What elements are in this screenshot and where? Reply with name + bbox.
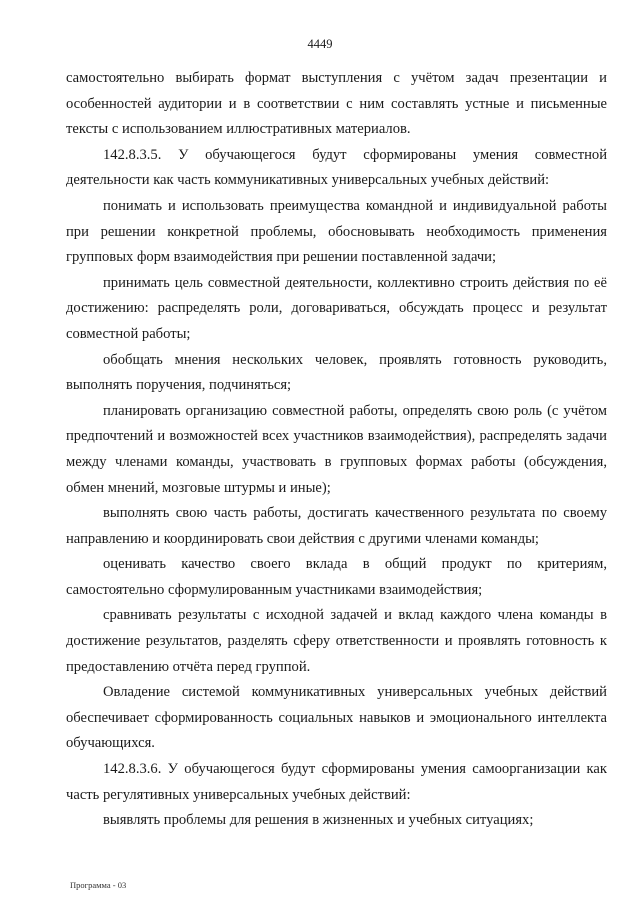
paragraph: выполнять свою часть работы, достигать качественного результата по своему направлению и координировать свои действия с другими членами команды;	[66, 505, 607, 547]
page-footer: Программа - 03	[70, 880, 127, 890]
paragraph: сравнивать результаты с исходной задачей и вклад каждого члена команды в достижение результатов, разделять сферу ответственности и проявлять готовность к предоставлению отчёта перед группой.	[66, 607, 607, 675]
paragraph: 142.8.3.6. У обучающегося будут сформированы умения самоорганизации как часть регулятивных универсальных учебных действий:	[66, 761, 607, 803]
paragraph: обобщать мнения нескольких человек, проявлять готовность руководить, выполнять поручения, подчиняться;	[66, 351, 607, 394]
paragraph: планировать организацию совместной работы, определять свою роль (с учётом предпочтений и возможностей всех участников взаимодействия), распределять задачи между членами команды, участвовать в групповых формах работы (обсуждения, обмен мнений, мозговые штурмы и иные);	[66, 402, 607, 496]
paragraph: понимать и использовать преимущества командной и индивидуальной работы при решении конкретной проблемы, обосновывать необходимость применения групповых форм взаимодействия при решении поставленной задачи;	[66, 197, 607, 266]
paragraph: 142.8.3.5. У обучающегося будут сформированы умения совместной деятельности как часть коммуникативных универсальных учебных действий:	[66, 146, 607, 189]
paragraph: выявлять проблемы для решения в жизненных и учебных ситуациях;	[103, 812, 534, 829]
paragraph: самостоятельно выбирать формат выступления с учётом задач презентации и особенностей аудитории и в соответствии с ним составлять устные и письменные тексты с использованием иллюстративных материалов.	[66, 70, 607, 138]
document-body	[66, 66, 607, 834]
paragraph: Овладение системой коммуникативных универсальных учебных действий обеспечивает сформированность социальных навыков и эмоционального интеллекта обучающихся.	[66, 684, 607, 752]
page-number: 4449	[307, 37, 333, 51]
paragraph: оценивать качество своего вклада в общий продукт по критериям, самостоятельно сформулированным участниками взаимодействия;	[66, 556, 607, 598]
paragraph: принимать цель совместной деятельности, коллективно строить действия по её достижению: распределять роли, договариваться, обсуждать процесс и результат совместной работы;	[66, 274, 607, 342]
